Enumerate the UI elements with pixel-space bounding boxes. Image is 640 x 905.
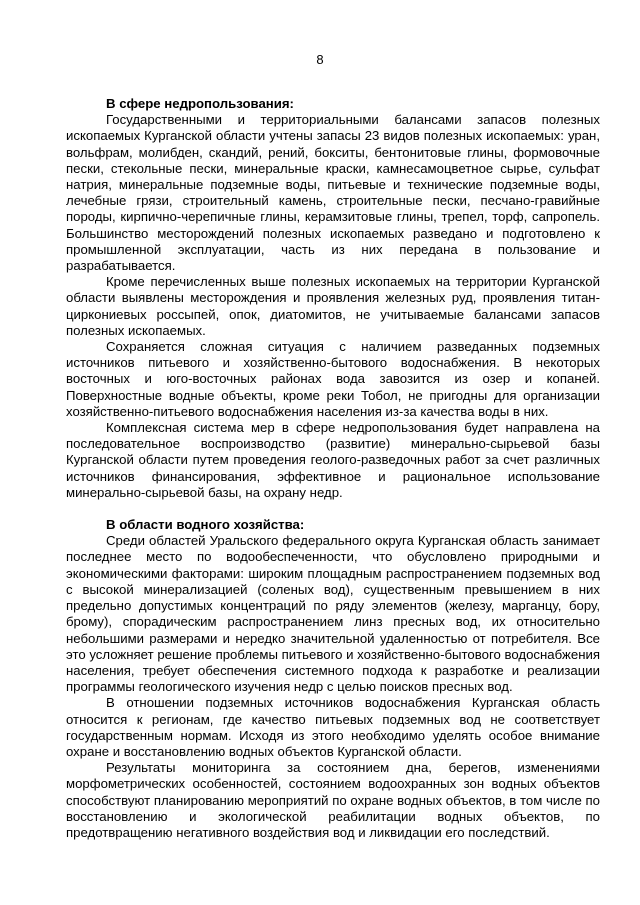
paragraph: Результаты мониторинга за состоянием дна, берегов, изменениями морфометрических особенностей, состоянием водоохранных зон водных объектов способствуют планированию мероприятий по охране водных объектов, в том числе по восстановлению и экологической реабилитации водных объектов, по предотвращению негативного воздействия вод и ликвидации его последствий.: [66, 760, 600, 840]
section-spacer: [66, 501, 600, 517]
paragraph: Комплексная система мер в сфере недропользования будет направлена на последовательное воспроизводство (развитие) минерально-сырьевой базы Курганской области путем проведения геолого-разведочных работ за счет различных источников финансирования, эффективное и рациональное использование минерально-сырьевой базы, на охрану недр.: [66, 420, 600, 500]
paragraph: Среди областей Уральского федерального округа Курганская область занимает последнее место по водообеспеченности, что обусловлено природными и экономическими факторами: широким площадным распространением подземных вод с высокой минерализацией (соленых вод), существенным превышением в них предельно допустимых концентраций по ряду элементов (железу, марганцу, бору, брому), спорадическим распространением линз пресных вод, их относительно небольшими размерами и нередко значительной удаленностью от потребителя. Все это усложняет решение проблемы питьевого и хозяйственно-бытового водоснабжения населения, требует обеспечения системного подхода к разработке и реализации программы геологического изучения недр с целью поисков пресных вод.: [66, 533, 600, 695]
paragraph: Сохраняется сложная ситуация с наличием разведанных подземных источников питьевого и хозяйственно-бытового водоснабжения. В некоторых восточных и юго-восточных районах вода завозится из озер и копаней. Поверхностные водные объекты, кроме реки Тобол, не пригодны для организации хозяйственно-питьевого водоснабжения населения из-за качества воды в них.: [66, 339, 600, 419]
page-number: 8: [316, 52, 324, 67]
section-heading-subsoil-use: В сфере недропользования:: [106, 96, 294, 111]
section-heading-water-management: В области водного хозяйства:: [106, 517, 305, 533]
paragraph: В отношении подземных источников водоснабжения Курганская область относится к регионам, где качество питьевых подземных вод не соответствует государственным нормам. Исходя из этого необходимо уделять особое внимание охране и восстановлению водных объектов Курганской области.: [66, 695, 600, 759]
paragraph: Государственными и территориальными балансами запасов полезных ископаемых Курганской области учтены запасы 23 видов полезных ископаемых: уран, вольфрам, молибден, скандий, рений, бокситы, бентонитовые глины, формовочные пески, стекольные пески, минеральные краски, камнесамоцветное сырье, сульфат натрия, минеральные подземные воды, питьевые и технические подземные воды, лечебные грязи, строительный камень, строительные пески, песчано-гравийные породы, кирпично-черепичные глины, керамзитовые глины, трепел, торф, сапропель. Большинство месторождений полезных ископаемых разведано и подготовлено к промышленной эксплуатации, часть из них передана в пользование и разрабатывается.: [66, 112, 600, 274]
paragraph: Кроме перечисленных выше полезных ископаемых на территории Курганской области выявлены месторождения и проявления железных руд, проявления титан-циркониевых россыпей, опок, диатомитов, не учитываемые балансами запасов полезных ископаемых.: [66, 274, 600, 338]
document-body: [66, 96, 600, 841]
